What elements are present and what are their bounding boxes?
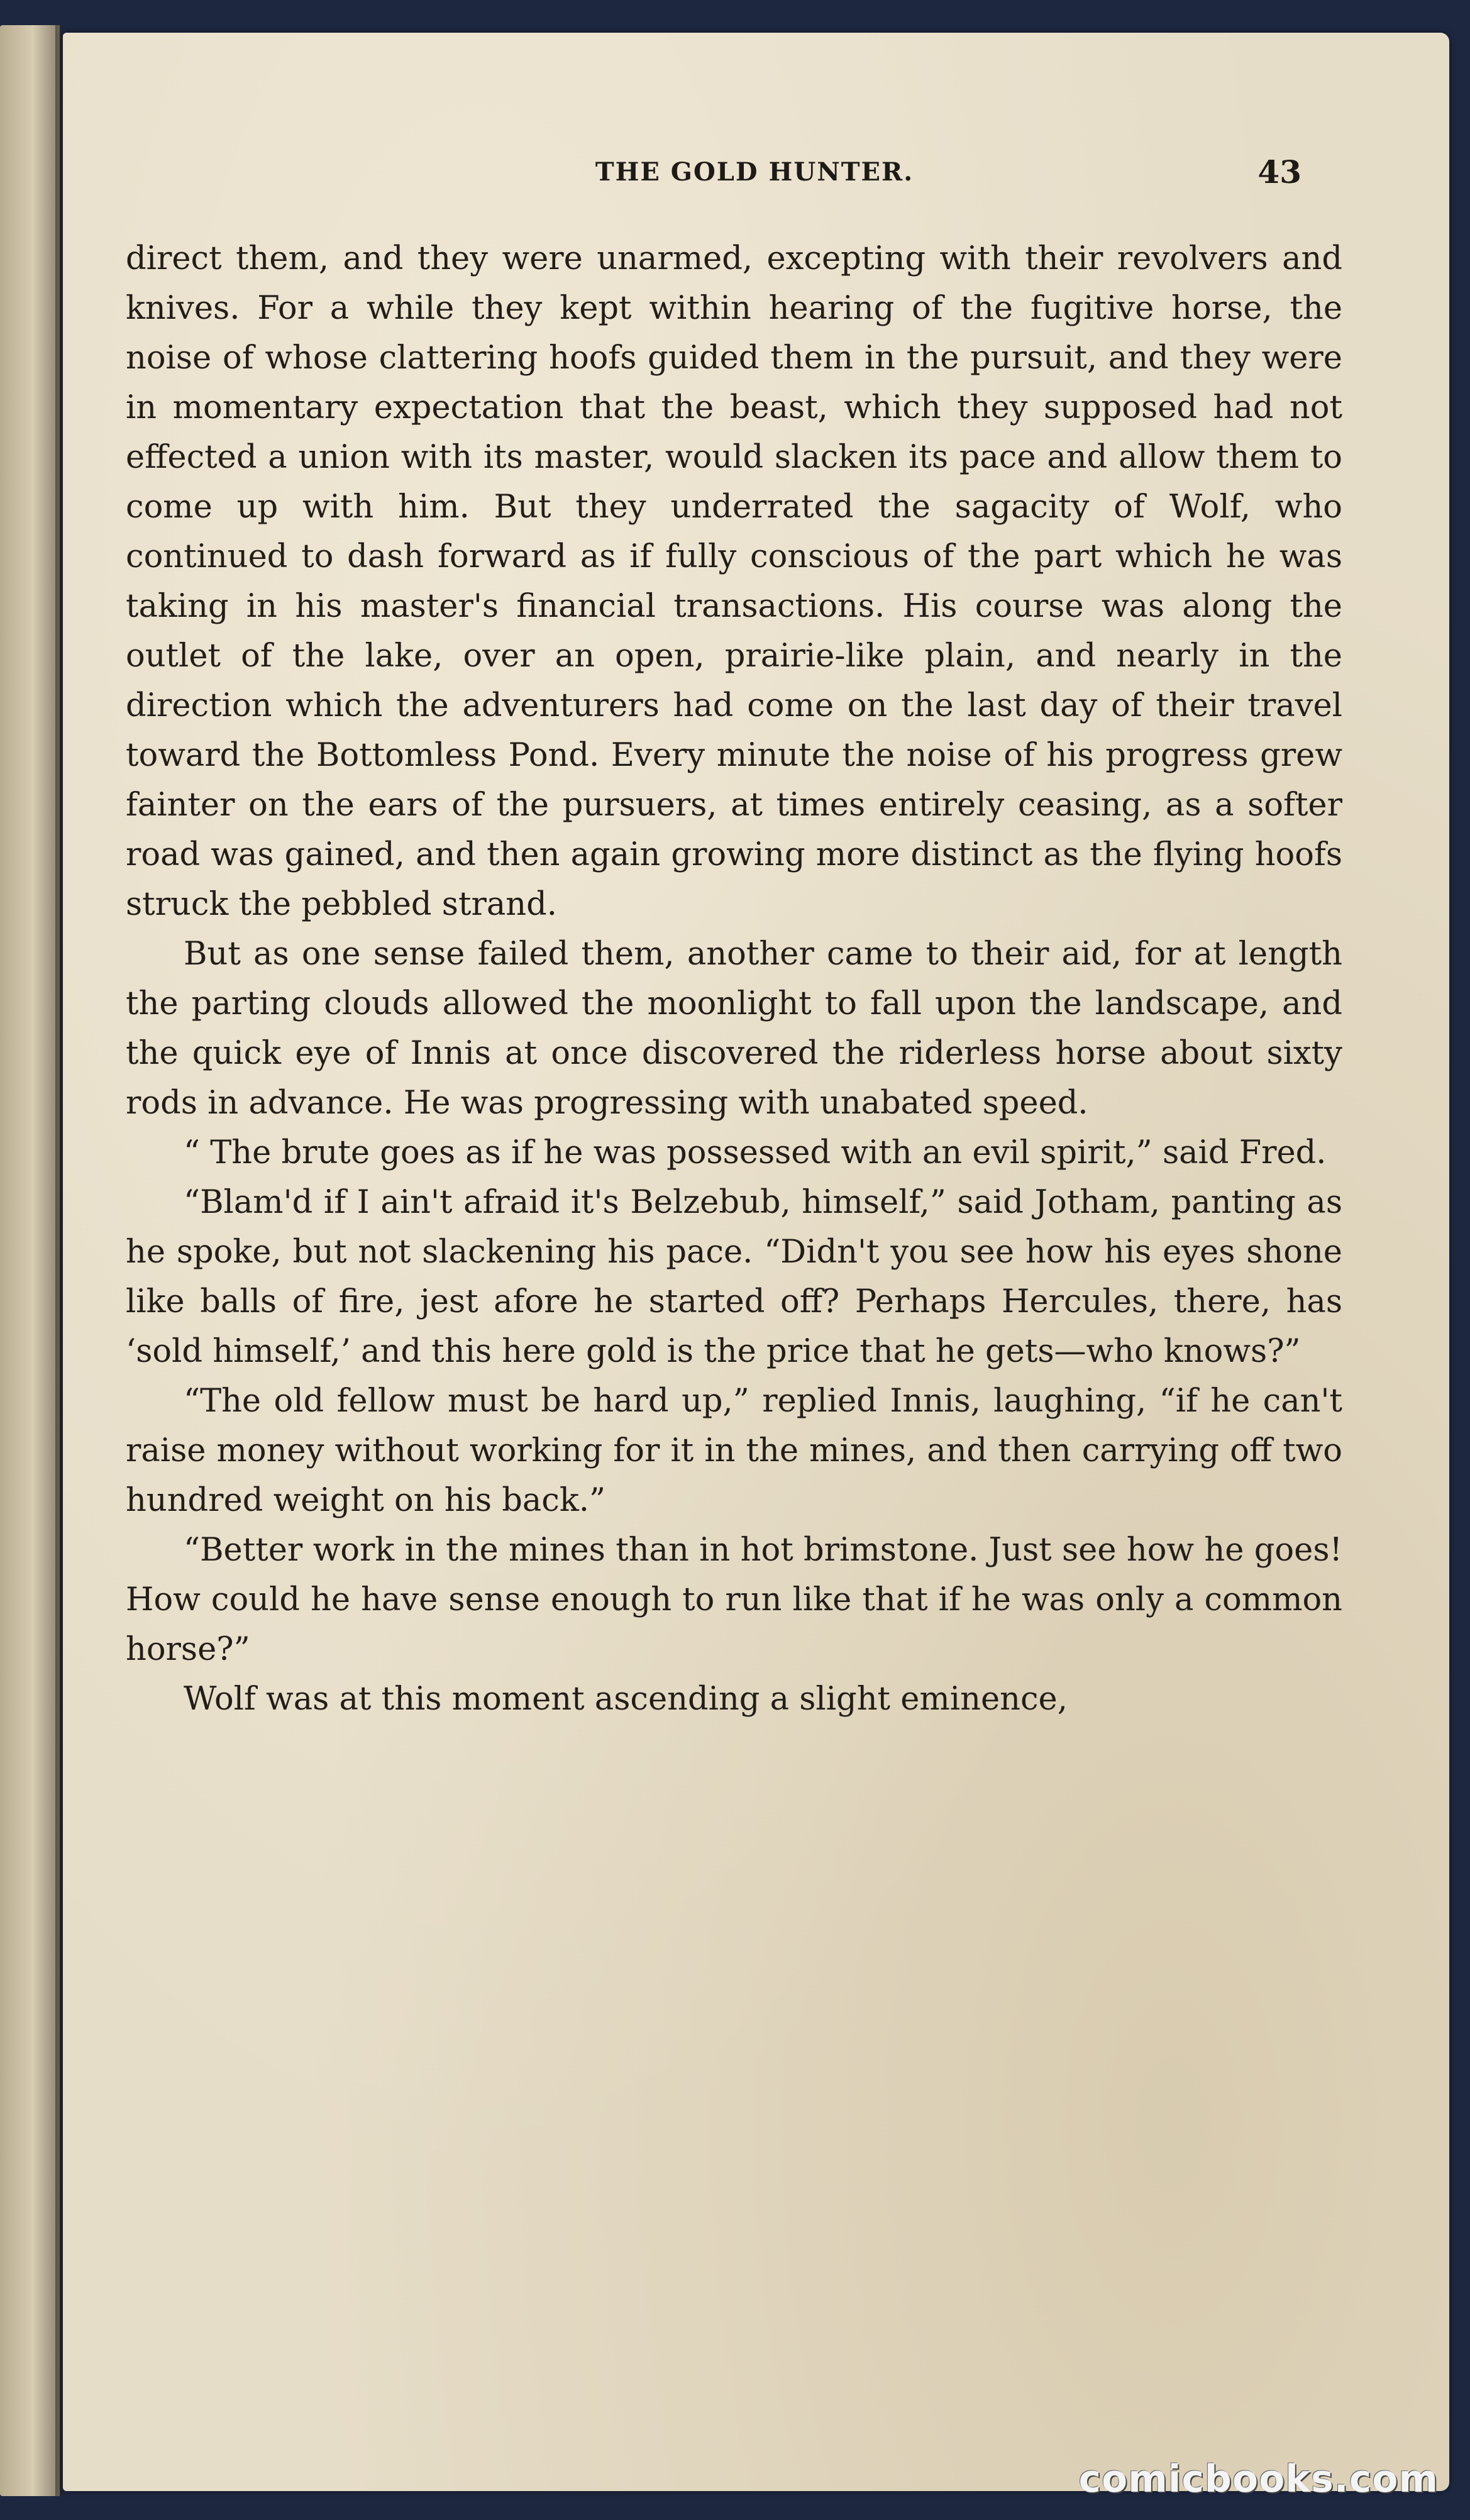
paragraph: Wolf was at this moment ascending a slight eminence, (184, 1681, 1068, 1718)
paragraph: direct them, and they were unarmed, excepting with their revolvers and knives. For a while they kept within hearing of the fugitive horse, the noise of whose clattering hoofs guided them in the pursuit, and they were in momentary expectation that the beast, which they supposed had not effected a union with its master, would slacken its pace and allow them to come up with him. But they underrated the sagacity of Wolf, who continued to dash forward as if fully conscious of the part which he was taking in his master's financial transactions. His course was along the outlet of the lake, over an open, prairie-like plain, and nearly in the direction which the adventurers had come on the last day of their travel toward the Bottomless Pond. Every minute the noise of his progress grew fainter on the ears of the pursuers, at times entirely ceasing, as a softer road was gained, and then again growing more distinct as the flying hoofs struck the pebbled strand. (126, 240, 1342, 923)
page-header-title: THE GOLD HUNTER. (595, 157, 914, 187)
paragraph: “ The brute goes as if he was possessed with an evil spirit,” said Fred. (184, 1134, 1327, 1171)
body-text (126, 234, 1342, 1724)
previous-page-edge (0, 25, 60, 2496)
paragraph: But as one sense failed them, another came to their aid, for at length the parting clouds allowed the moonlight to fall upon the landscape, and the quick eye of Innis at once discovered the riderless horse about sixty rods in advance. He was progressing with unabated speed. (126, 936, 1342, 1122)
site-watermark: comicbooks.com (1078, 2457, 1439, 2501)
page-number: 43 (1257, 153, 1301, 191)
paragraph: “Better work in the mines than in hot brimstone. Just see how he goes! How could he have sense enough to run like that if he was only a common horse?” (126, 1532, 1342, 1668)
paragraph: “The old fellow must be hard up,” replied Innis, laughing, “if he can't raise money without working for it in the mines, and then carrying off two hundred weight on his back.” (126, 1383, 1342, 1519)
running-head (63, 153, 1449, 207)
book-page (63, 33, 1449, 2491)
paragraph: “Blam'd if I ain't afraid it's Belzebub, himself,” said Jotham, panting as he spoke, but not slackening his pace. “Didn't you see how his eyes shone like balls of fire, jest afore he started off? Perhaps Hercules, there, has ‘sold himself,’ and this here gold is the price that he gets—who knows?” (126, 1184, 1342, 1370)
